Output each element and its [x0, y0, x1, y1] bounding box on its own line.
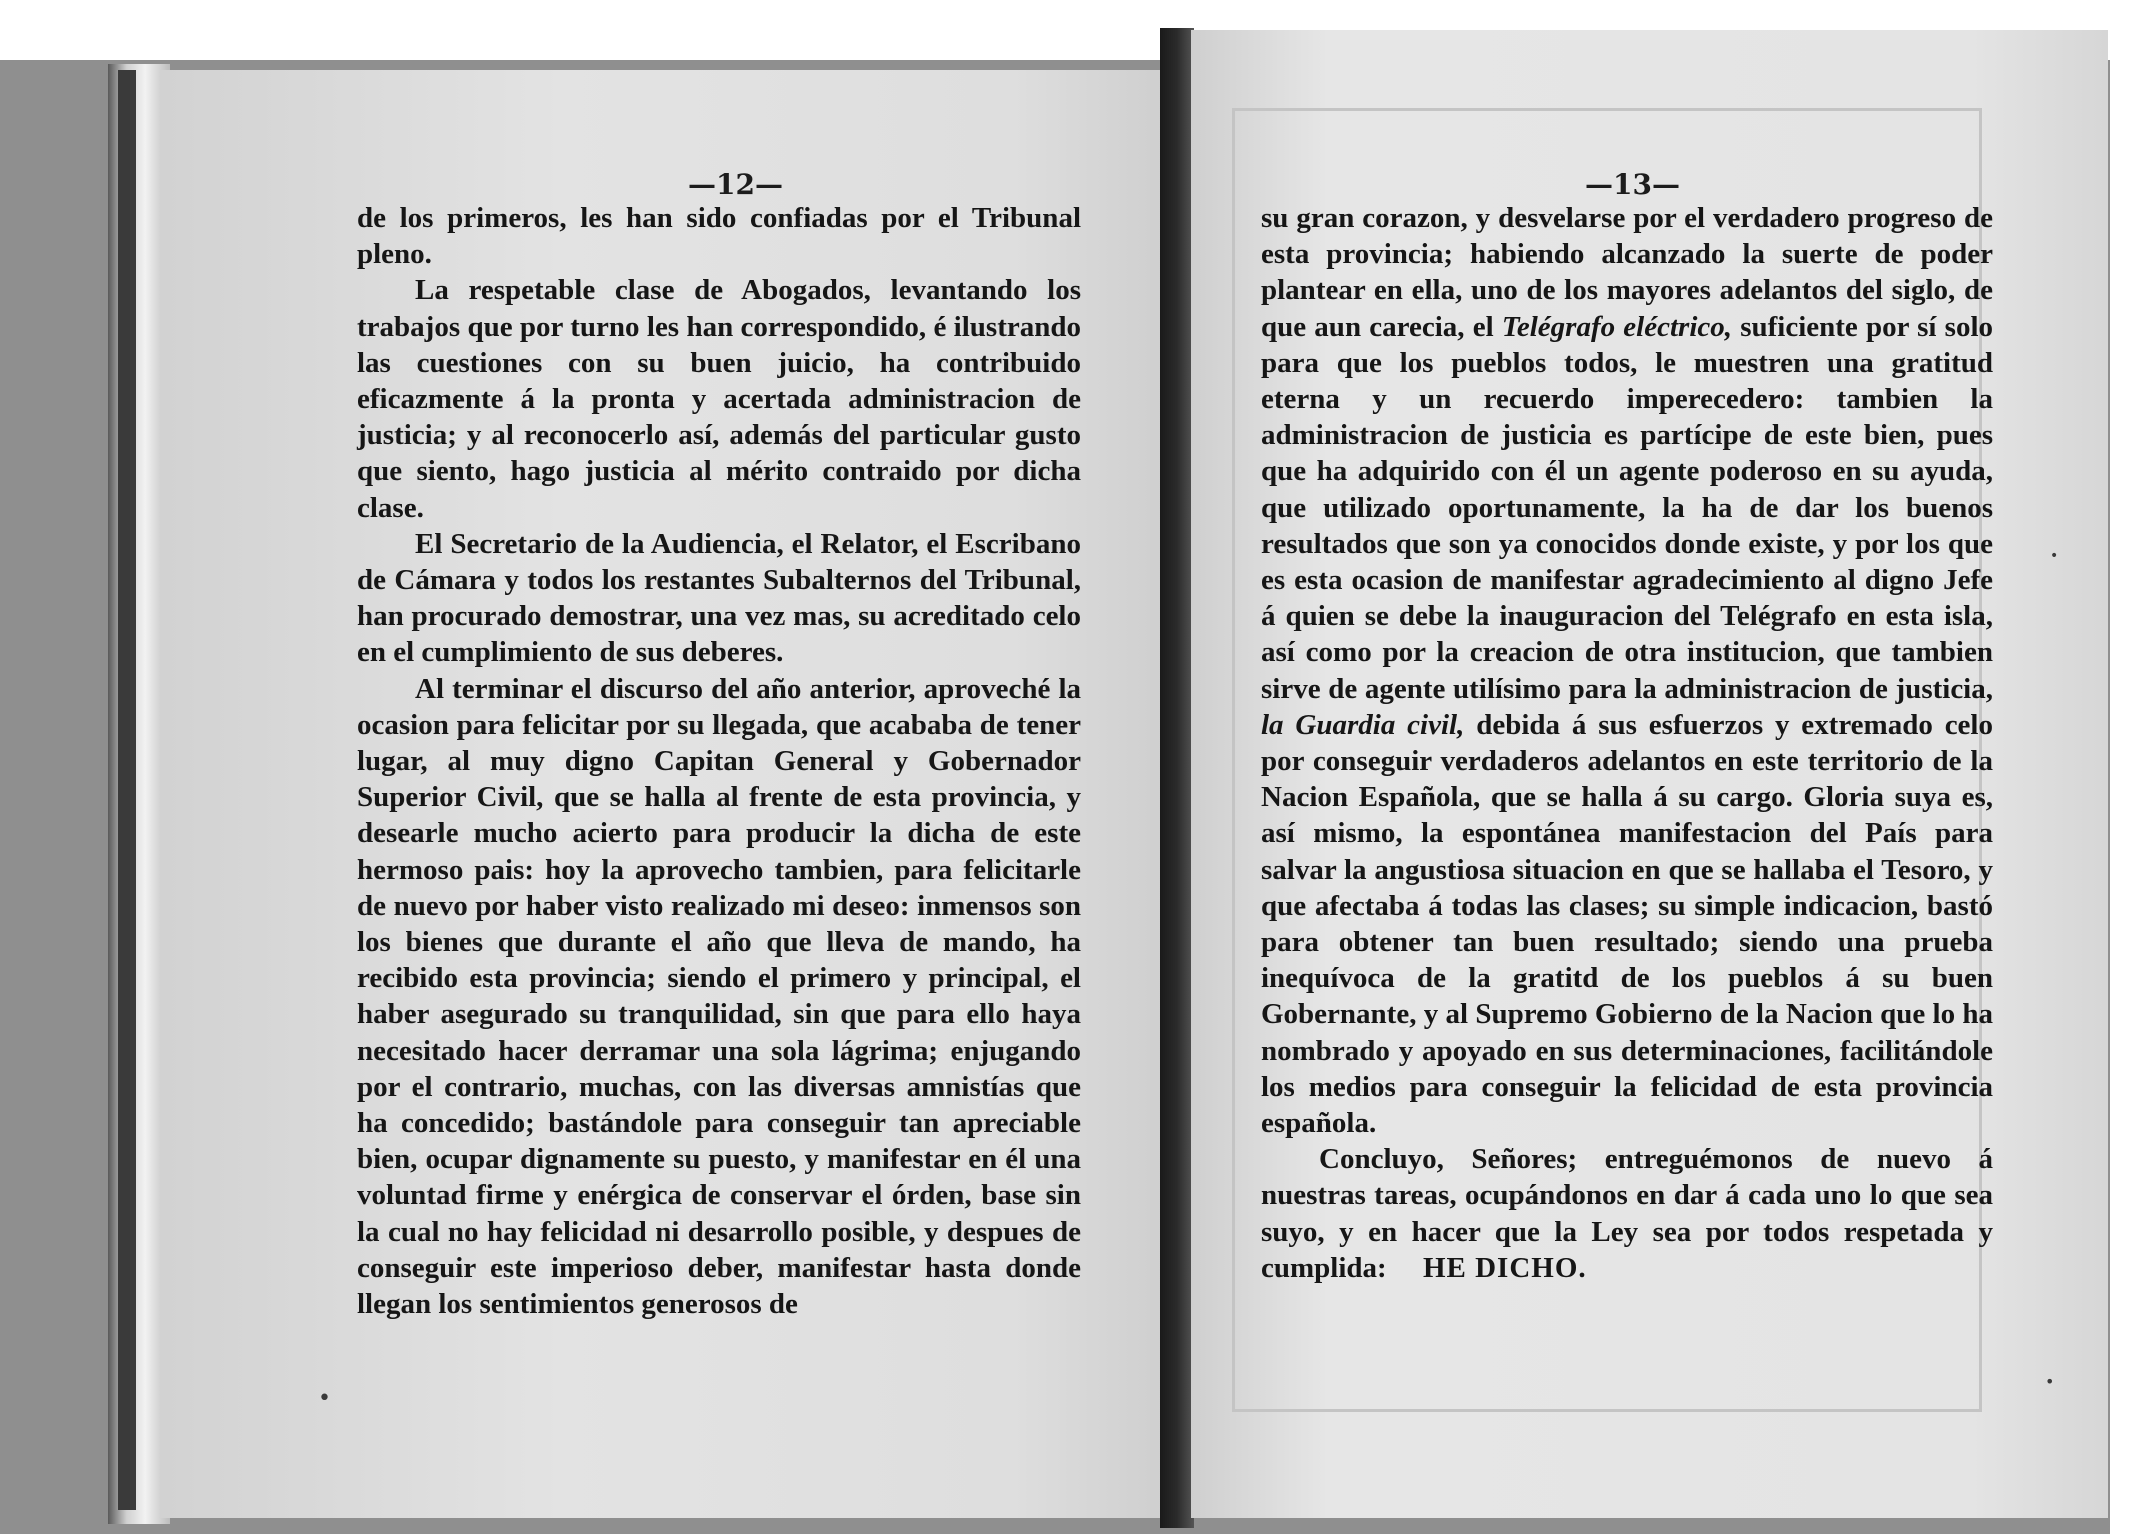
text-run: suficiente por sí solo para que los pueblos todos, le muestren una gratitud eterna y un recuerdo imperecedero: tambien la administracion de justicia es partícipe de este bien, pues que ha adquirido con él un agente poderoso en su ayuda, que utilizado oportunamente, la ha de dar los buenos resultados que son ya conocidos donde existe, y por los que es esta ocasion de manifestar agradecimiento al digno Jefe á quien se debe la inauguracion del Telégrafo en esta isla, así como por la creacion de otra institucion, que tambien sirve de agente utilísimo para la administracion de justicia, [1261, 310, 1993, 705]
left-binding-shadow [118, 70, 136, 1510]
right-page-number: —13— [1585, 168, 1680, 201]
ink-speck: • [2045, 1372, 2055, 1391]
paragraph [1261, 200, 1993, 1141]
left-page-text [357, 200, 1081, 1322]
left-page-number: —12— [688, 168, 783, 201]
paragraph: La respetable clase de Abogados, levantando los trabajos que por turno les han correspondido, é ilustrando las cuestiones con su buen juicio, ha contribuido eficazmente á la pronta y acertada administracion de justicia; y al reconocerlo así, además del particular gusto que siento, hago justicia al mérito contraido por dicha clase. [357, 274, 1081, 524]
right-page-text [1261, 200, 1993, 1286]
book-gutter [1160, 28, 1194, 1528]
italic-guardia-civil: la Guardia civil, [1261, 708, 1465, 741]
ink-speck: • [318, 1386, 331, 1411]
paragraph: de los primeros, les han sido confiadas por el Tribunal pleno. [357, 202, 1081, 271]
ink-speck: • [2050, 548, 2059, 564]
closing-he-dicho: HE DICHO. [1422, 1251, 1587, 1284]
paragraph: Al terminar el discurso del año anterior, aproveché la ocasion para felicitar por su llegada, que acababa de tener lugar, al muy digno Capitan General y Gobernador Superior Civil, que se halla al frente de esta provincia, y desearle mucho acierto para producir la dicha de este hermoso pais: hoy la aprovecho tambien, para felicitarle de nuevo por haber visto realizado mi deseo: inmensos son los bienes que durante el año que lleva de mando, ha recibido esta provincia; siendo el primero y principal, el haber asegurado su tranquilidad, sin que para ello haya necesitado hacer derramar una sola lágrima; enjugando por el contrario, muchas, con las diversas amnistías que ha concedido; bastándole para conseguir tan apreciable bien, ocupar dignamente su puesto, y manifestar en él una voluntad firme y enérgica de conservar el órden, base sin la cual no hay felicidad ni desarrollo posible, y despues de conseguir este imperioso deber, manifestar hasta donde llegan los sentimientos generosos de [357, 672, 1081, 1321]
paragraph: El Secretario de la Audiencia, el Relator, el Escribano de Cámara y todos los restantes Subalternos del Tribunal, han procurado demostrar, una vez mas, su acreditado celo en el cumplimiento de sus deberes. [357, 527, 1081, 669]
italic-telegrafo: Telégrafo eléctrico, [1501, 310, 1733, 343]
paragraph [1261, 1141, 1993, 1286]
text-run: su gran corazon, y desvelarse por el verdadero progreso de esta provincia; habiendo alcanzado la suerte de poder plantear en ella, uno de los mayores adelantos del siglo, de que aun carecia, el [1261, 202, 1993, 343]
text-run: debida á sus esfuerzos y extremado celo por conseguir verdaderos adelantos en este territorio de la Nacion Española, que se halla á su cargo. Gloria suya es, así mismo, la espontánea manifestacion del País para salvar la angustiosa situacion en que se hallaba el Tesoro, y que afectaba á todas las clases; su simple indicacion, bastó para obtener tan buen resultado; siendo una prueba inequívoca de la gratitd de los pueblos á su buen Gobernante, y al Supremo Gobierno de la Nacion que lo ha nombrado y apoyado en sus determinaciones, facilitándole los medios para conseguir la felicidad de esta provincia española. [1261, 708, 1993, 1140]
text-run: Concluyo, Señores; entreguémonos de nuevo á nuestras tareas, ocupándonos en dar á cada uno lo que sea suyo, y en hacer que la Ley sea por todos respetada y cumplida: [1261, 1143, 1993, 1284]
